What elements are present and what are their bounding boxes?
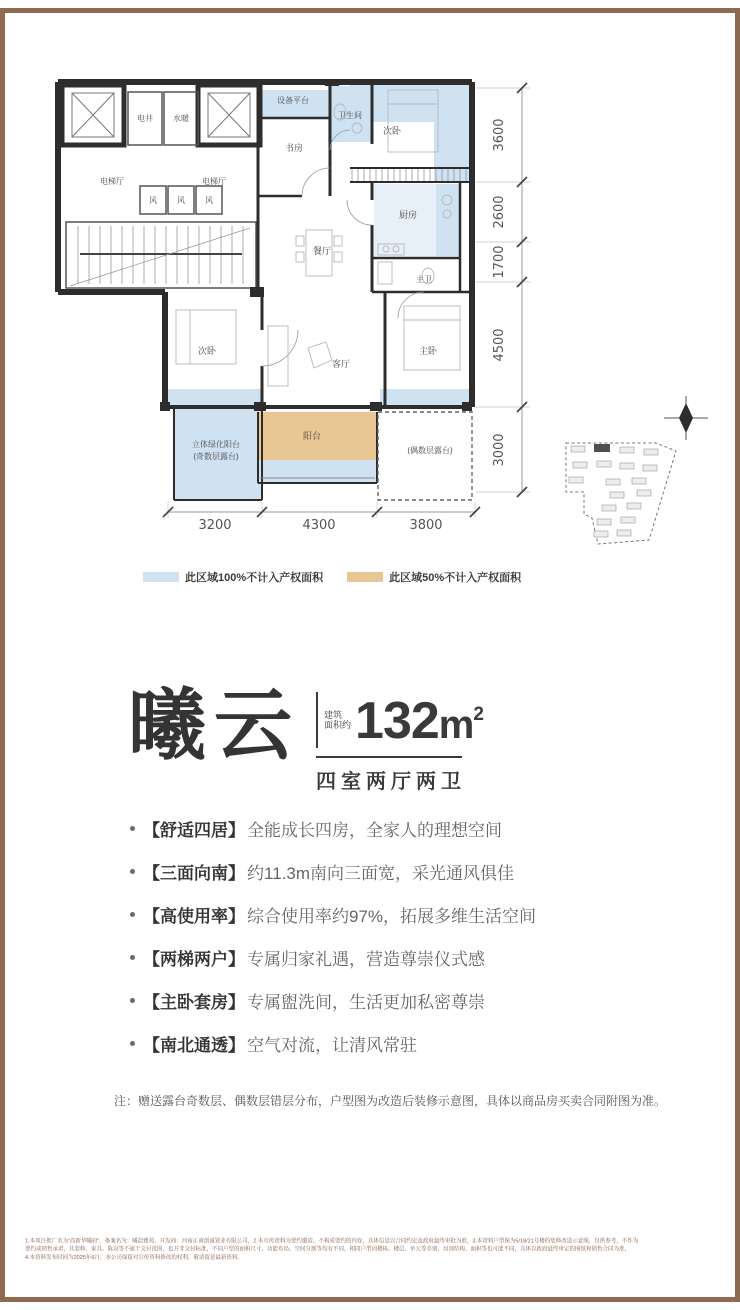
feature-desc: 专属盥洗间，生活更加私密尊崇 — [247, 993, 485, 1012]
area-exponent: 2 — [473, 704, 483, 725]
dim-right-3000: 3000 — [492, 433, 507, 467]
area-unit: m — [438, 703, 474, 747]
dim-right-2600: 2600 — [492, 195, 507, 229]
area-value — [355, 692, 483, 748]
feature-desc: 全能成长四房，全家人的理想空间 — [247, 821, 502, 840]
bullet-icon — [130, 998, 135, 1003]
site-plan-highlighted-building — [594, 444, 610, 452]
title-divider — [316, 756, 462, 758]
dim-bottom-3200: 3200 — [198, 518, 232, 533]
room-label-living: 客厅 — [331, 359, 351, 369]
room-label-vent-3: 风 — [205, 196, 213, 205]
room-label-bathroom: 卫生间 — [338, 111, 362, 120]
title-block — [128, 682, 483, 794]
bullet-icon — [130, 826, 135, 831]
legal-disclaimer — [25, 1237, 719, 1262]
disclaimer-line-2: 要约或销售承诺，其装修、家具、陈设等不属于交付范围，也并非交付标准，不同户型的面积尺寸、功能布局、空间分割等均有不同，相同户型因楼栋、楼层、单元等差别，局部结构、面积等也可能不同，具体以政府最终审定的图纸和销售合同为准， — [25, 1246, 630, 1253]
legend — [143, 569, 521, 585]
room-label-dining: 餐厅 — [312, 246, 332, 256]
room-label-lift-hall-l: 电梯厅 — [100, 177, 124, 186]
feature-desc: 综合使用率约97%，拓展多维生活空间 — [247, 907, 537, 926]
site-plan — [566, 443, 676, 544]
dim-right-3600: 3600 — [492, 118, 507, 152]
feature-tag: 【高使用率】 — [143, 907, 245, 926]
room-label-equip-platform: 设备平台 — [277, 96, 309, 105]
legend-label-50pct: 此区域50%不计入产权面积 — [389, 572, 522, 584]
feature-tag: 【舒适四居】 — [143, 821, 245, 840]
bullet-icon — [130, 869, 135, 874]
renovation-note: 注：赠送露台奇数层、偶数层错层分布，户型图为改造后装修示意图，具体以商品房买卖合同附图为准。 — [114, 1094, 667, 1108]
room-count-label: 四室两厅两卫 — [316, 771, 467, 793]
area-prefix-line2: 面积约 — [324, 720, 352, 730]
feature-desc: 约11.3m南向三面宽，采光通风俱佳 — [247, 864, 514, 883]
feature-tag: 【主卧套房】 — [143, 993, 245, 1012]
plan-name: 曦云 — [128, 682, 301, 769]
room-label-green-balcony-2: (奇数层露台) — [193, 452, 239, 461]
feature-item — [130, 947, 536, 968]
legend-label-100pct: 此区域100%不计入产权面积 — [185, 572, 324, 584]
floorplan — [0, 0, 740, 620]
plan-area-block — [316, 686, 483, 794]
elevator-shafts — [62, 85, 260, 214]
feature-tag: 【两梯两户】 — [143, 950, 245, 969]
room-label-even-terrace: (偶数层露台) — [407, 446, 453, 455]
room-label-plumbing: 水暖 — [173, 114, 189, 123]
bullet-icon — [130, 1041, 135, 1046]
disclaimer-line-1: 1.本项目推广名为“高新华曦府”，备案名为：曦晨雅苑，开发商：河南正商创诚置业有限公司，2.本宣传资料为要约邀请，不构成要约的内容，具体信息以合同约定及政府最终审批为准，3.本资料户型图为5/18/21号楼的装修改造示意图，仅供参考，不作为 — [25, 1238, 639, 1244]
room-label-balcony: 阳台 — [302, 431, 322, 441]
stairwell — [66, 222, 256, 288]
legend-item-100pct — [143, 569, 323, 585]
area-prefix — [324, 692, 351, 730]
room-label-master-bedroom: 主卧 — [418, 346, 438, 356]
feature-list — [130, 818, 536, 1076]
legend-swatch-blue — [143, 572, 179, 582]
bullet-icon — [130, 955, 135, 960]
room-label-bedroom-top: 次卧 — [382, 126, 402, 136]
feature-desc: 空气对流，让清风常驻 — [247, 1036, 417, 1055]
feature-tag: 【南北通透】 — [143, 1036, 245, 1055]
feature-tag: 【三面向南】 — [143, 864, 245, 883]
bullet-icon — [130, 912, 135, 917]
room-label-bedroom-bottom: 次卧 — [197, 346, 217, 356]
feature-desc: 专属归家礼遇，营造尊崇仪式感 — [247, 950, 485, 969]
dim-bottom-3800: 3800 — [409, 518, 443, 533]
feature-item — [130, 861, 536, 882]
room-label-study: 书房 — [284, 143, 304, 153]
dim-right-4500: 4500 — [492, 328, 507, 362]
room-label-kitchen: 厨房 — [398, 210, 418, 220]
even-floor-terrace-outline — [378, 412, 472, 500]
room-label-lift-hall-r: 电梯厅 — [202, 177, 226, 186]
dim-bottom-4300: 4300 — [302, 518, 336, 533]
area-number: 132 — [355, 692, 439, 750]
compass-icon — [664, 396, 708, 440]
feature-item — [130, 904, 536, 925]
room-label-vent-2: 风 — [177, 196, 185, 205]
disclaimer-line-3: 4.本资料发布时间为2025年6月，本公司保留对宣传资料修改的权利，敬请留意最新资料。 — [25, 1254, 243, 1261]
room-label-master-bath: 主卫 — [416, 275, 432, 284]
legend-item-50pct — [347, 569, 521, 585]
area-prefix-line1: 建筑 — [324, 710, 343, 720]
room-label-elec-shaft: 电井 — [137, 114, 153, 123]
feature-item — [130, 818, 536, 839]
room-label-green-balcony-1: 立体绿化阳台 — [192, 440, 240, 449]
feature-item — [130, 990, 536, 1011]
legend-swatch-tan — [347, 572, 383, 582]
room-label-vent-1: 风 — [149, 196, 157, 205]
dim-right-1700: 1700 — [492, 245, 507, 279]
feature-item — [130, 1033, 536, 1054]
